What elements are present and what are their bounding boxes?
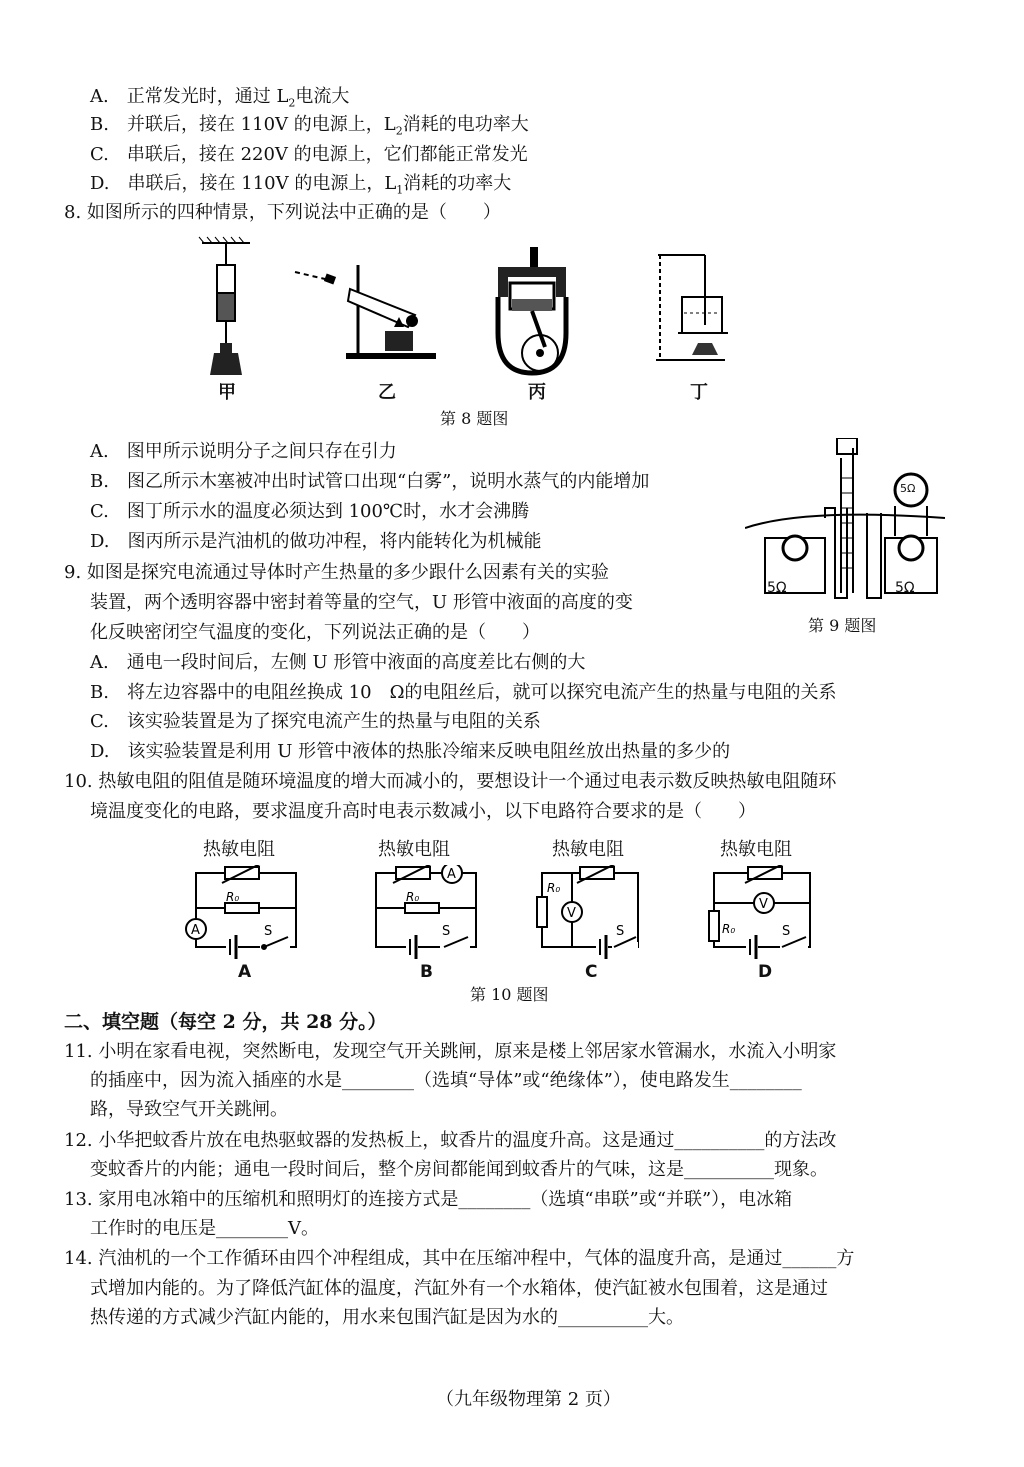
q8-caption: 第 8 题图 (440, 409, 509, 428)
circuit-d-diagram (709, 865, 810, 959)
q9-label-left-resistor: 5Ω (767, 580, 787, 596)
q11-line-2: 的插座中，因为流入插座的水是________（选填“导体”或“绝缘体”），使电路发生________ (90, 1070, 802, 1091)
q8-option-c: C. 图丁所示水的温度必须达到 100℃时，水才会沸腾 (90, 501, 530, 522)
circuit-d-switch: S (782, 924, 791, 939)
q12-line-2: 变蚊香片的内能；通电一段时间后，整个房间都能闻到蚊香片的气味，这是__________现象。 (90, 1159, 828, 1180)
q12-line-1: 12. 小华把蚊香片放在电热驱蚊器的发热板上，蚊香片的温度升高。这是通过__________的方法改 (64, 1130, 837, 1151)
q7-option-d: D. 串联后，接在 110V 的电源上，$L_1$消耗的功率大 (90, 173, 512, 197)
circuit-a-label: A (238, 962, 252, 982)
circuit-b-diagram (376, 865, 476, 959)
q7-option-c: C. 串联后，接在 220V 的电源上，它们都能正常发光 (90, 144, 528, 165)
q14-line-2: 式增加内能的。为了降低汽缸体的温度，汽缸外有一个水箱体，使汽缸被水包围着，这是通过 (90, 1278, 828, 1299)
q9-label-right-resistor: 5Ω (895, 580, 915, 596)
q9-caption: 第 9 题图 (808, 616, 877, 635)
figure-label-bing: 丙 (528, 382, 546, 403)
figure-label-ding: 丁 (690, 382, 708, 403)
q10-stem-line-1: 10. 热敏电阻的阻值是随环境温度的增大而减小的，要想设计一个通过电表示数反映热敏电阻随环 (64, 771, 837, 792)
circuit-b-switch: S (442, 924, 451, 939)
circuit-a-title: 热敏电阻 (203, 839, 275, 860)
circuit-c-r0: R₀ (547, 881, 561, 895)
q8-option-b: B. 图乙所示木塞被冲出时试管口出现“白雾”，说明水蒸气的内能增加 (90, 471, 650, 492)
circuit-a-r0: R₀ (226, 890, 240, 904)
q8-stem: 8. 如图所示的四种情景，下列说法中正确的是（ ） (64, 202, 501, 223)
q10-circuits (180, 865, 820, 965)
q9-stem-line-1: 9. 如图是探究电流通过导体时产生热量的多少跟什么因素有关的实验 (64, 562, 609, 583)
circuit-c-meter: V (567, 906, 576, 921)
q9-stem-line-3: 化反映密闭空气温度的变化，下列说法正确的是（ ） (90, 622, 540, 643)
circuit-a-switch: S (264, 924, 273, 939)
circuit-b-label: B (420, 962, 433, 982)
q10-caption: 第 10 题图 (470, 985, 549, 1004)
q7-option-a: A. 正常发光时，通过 $L_2$电流大 (90, 86, 350, 110)
circuit-b-title: 热敏电阻 (378, 839, 450, 860)
q9-stem-line-2: 装置，两个透明容器中密封着等量的空气，U 形管中液面的高度的变 (90, 592, 633, 613)
circuit-c-title: 热敏电阻 (552, 839, 624, 860)
circuit-d-meter: V (759, 897, 768, 912)
q9-option-b: B. 将左边容器中的电阻丝换成 10 Ω的电阻丝后，就可以探究电流产生的热量与电阻的关系 (90, 682, 837, 703)
circuit-d-r0: R₀ (722, 922, 736, 936)
q10-stem-line-2: 境温度变化的电路，要求温度升高时电表示数减小，以下电路符合要求的是（ ） (90, 801, 756, 822)
q7-option-b: B. 并联后，接在 110V 的电源上，$L_2$消耗的电功率大 (90, 114, 529, 138)
q9-option-c: C. 该实验装置是为了探究电流产生的热量与电阻的关系 (90, 711, 541, 732)
q9-label-top-resistor: 5Ω (900, 482, 916, 495)
circuit-c-label: C (585, 962, 598, 982)
figure-bing-engine-cylinder (498, 247, 566, 373)
q9-option-d: D. 该实验装置是利用 U 形管中液体的热胀冷缩来反映电阻丝放出热量的多少的 (90, 741, 731, 762)
figure-ding-boiling-water (656, 255, 728, 360)
q8-option-d: D. 图丙所示是汽油机的做功冲程，将内能转化为机械能 (90, 531, 542, 552)
q14-line-3: 热传递的方式减少汽缸内能的，用水来包围汽缸是因为水的__________大。 (90, 1307, 684, 1328)
circuit-d-label: D (758, 962, 773, 982)
figure-jia-lead-blocks (199, 237, 250, 375)
q14-line-1: 14. 汽油机的一个工作循环由四个冲程组成，其中在压缩冲程中，气体的温度升高，是通过______方 (64, 1248, 855, 1269)
figure-label-yi: 乙 (378, 382, 396, 403)
circuit-a-diagram (186, 865, 296, 959)
figure-yi-test-tube (295, 265, 436, 359)
q11-line-3: 路，导致空气开关跳闸。 (90, 1099, 288, 1120)
circuit-b-meter: A (447, 867, 456, 882)
circuit-a-meter: A (191, 923, 200, 938)
q11-line-1: 11. 小明在家看电视，突然断电，发现空气开关跳闸，原来是楼上邻居家水管漏水，水流入小明家 (64, 1041, 837, 1062)
q8-figures (180, 235, 750, 405)
section-2-title: 二、填空题（每空 2 分，共 28 分。） (64, 1011, 387, 1033)
figure-label-jia: 甲 (218, 382, 236, 403)
circuit-c-switch: S (616, 924, 625, 939)
q13-line-1: 13. 家用电冰箱中的压缩机和照明灯的连接方式是________（选填“串联”或“并联”），电冰箱 (64, 1189, 793, 1210)
circuit-b-r0: R₀ (406, 890, 420, 904)
q8-option-a: A. 图甲所示说明分子之间只存在引力 (90, 441, 397, 462)
circuit-c-diagram (537, 865, 638, 959)
q9-option-a: A. 通电一段时间后，左侧 U 形管中液面的高度差比右侧的大 (90, 652, 586, 673)
circuit-d-title: 热敏电阻 (720, 839, 792, 860)
page-footer: （九年级物理第 2 页） (436, 1389, 621, 1410)
q13-line-2: 工作时的电压是________V。 (90, 1218, 319, 1239)
